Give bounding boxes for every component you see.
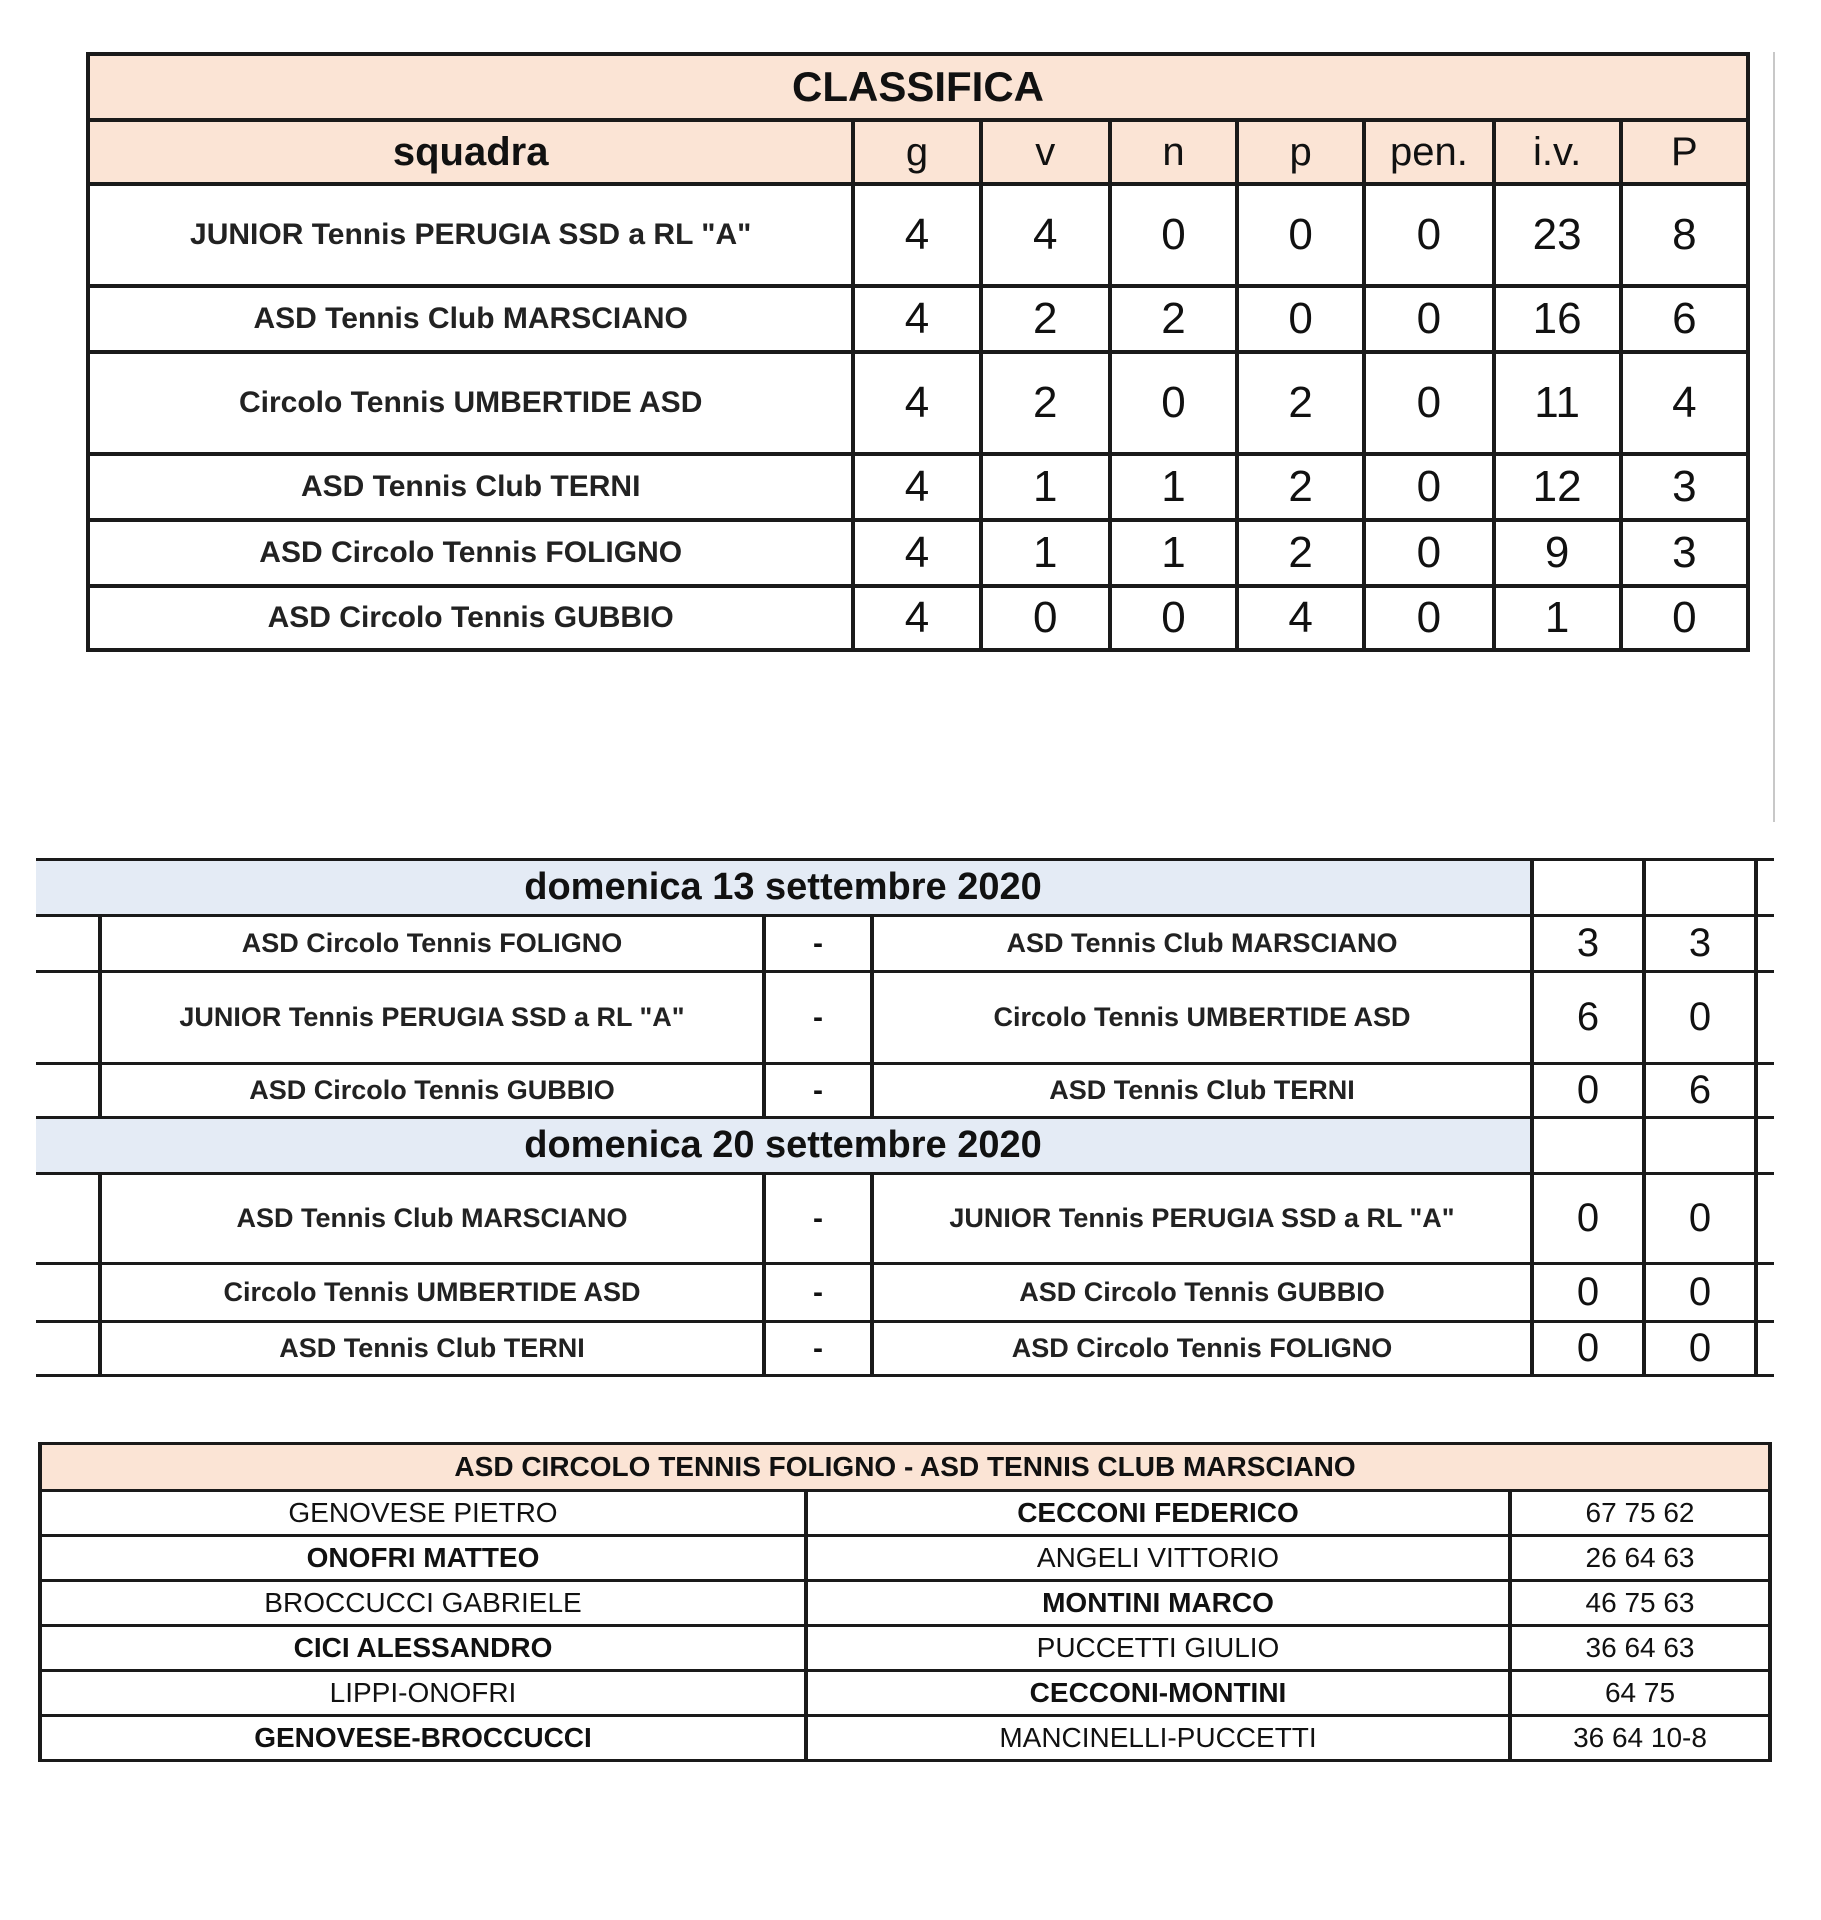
table-row bbox=[40, 1491, 1770, 1536]
table-row bbox=[40, 1536, 1770, 1581]
vs-separator: - bbox=[764, 972, 872, 1064]
home-score: 3 bbox=[1532, 916, 1644, 972]
matches-won: 16 bbox=[1494, 286, 1621, 352]
home-score: 0 bbox=[1532, 1064, 1644, 1118]
fixtures-table bbox=[36, 858, 1774, 1377]
games: 4 bbox=[853, 184, 980, 286]
penalty: 0 bbox=[1364, 184, 1493, 286]
matchday-header bbox=[36, 1118, 1774, 1174]
vs-separator: - bbox=[764, 1064, 872, 1118]
wins: 2 bbox=[981, 352, 1110, 454]
header-n: n bbox=[1110, 120, 1237, 184]
home-team: ASD Circolo Tennis FOLIGNO bbox=[100, 916, 764, 972]
table-row bbox=[36, 1322, 1774, 1376]
table-row bbox=[40, 1671, 1770, 1716]
divider bbox=[1773, 52, 1775, 822]
games: 4 bbox=[853, 520, 980, 586]
wins: 4 bbox=[981, 184, 1110, 286]
team-name: JUNIOR Tennis PERUGIA SSD a RL "A" bbox=[88, 184, 853, 286]
header-pen: pen. bbox=[1364, 120, 1493, 184]
home-score: 6 bbox=[1532, 972, 1644, 1064]
gutter-cell bbox=[36, 1064, 100, 1118]
home-player: ONOFRI MATTEO bbox=[40, 1536, 806, 1581]
away-score: 0 bbox=[1644, 1264, 1756, 1322]
set-score: 36 64 63 bbox=[1510, 1626, 1770, 1671]
set-score: 67 75 62 bbox=[1510, 1491, 1770, 1536]
wins: 1 bbox=[981, 520, 1110, 586]
games: 4 bbox=[853, 586, 980, 650]
table-row bbox=[36, 1064, 1774, 1118]
gutter-cell bbox=[36, 1264, 100, 1322]
away-score: 0 bbox=[1644, 1322, 1756, 1376]
points: 4 bbox=[1621, 352, 1748, 454]
standings-title: CLASSIFICA bbox=[88, 54, 1748, 120]
match-detail-title: ASD CIRCOLO TENNIS FOLIGNO - ASD TENNIS CLUB MARSCIANO bbox=[40, 1444, 1770, 1491]
matches-won: 23 bbox=[1494, 184, 1621, 286]
home-player: LIPPI-ONOFRI bbox=[40, 1671, 806, 1716]
away-team: ASD Circolo Tennis GUBBIO bbox=[872, 1264, 1532, 1322]
points: 0 bbox=[1621, 586, 1748, 650]
header-p: p bbox=[1237, 120, 1364, 184]
losses: 0 bbox=[1237, 286, 1364, 352]
table-row bbox=[36, 1174, 1774, 1264]
away-score: 3 bbox=[1644, 916, 1756, 972]
penalty: 0 bbox=[1364, 520, 1493, 586]
away-team: Circolo Tennis UMBERTIDE ASD bbox=[872, 972, 1532, 1064]
home-team: ASD Circolo Tennis GUBBIO bbox=[100, 1064, 764, 1118]
away-team: ASD Circolo Tennis FOLIGNO bbox=[872, 1322, 1532, 1376]
losses: 2 bbox=[1237, 352, 1364, 454]
penalty: 0 bbox=[1364, 352, 1493, 454]
table-row bbox=[40, 1716, 1770, 1761]
team-name: ASD Circolo Tennis FOLIGNO bbox=[88, 520, 853, 586]
match-detail-table bbox=[38, 1442, 1772, 1762]
edge-cell bbox=[1756, 1118, 1774, 1174]
edge-cell bbox=[1756, 972, 1774, 1064]
away-player: ANGELI VITTORIO bbox=[806, 1536, 1510, 1581]
score-header-away bbox=[1644, 1118, 1756, 1174]
losses: 2 bbox=[1237, 454, 1364, 520]
gutter-cell bbox=[36, 972, 100, 1064]
team-name: ASD Tennis Club TERNI bbox=[88, 454, 853, 520]
score-header-home bbox=[1532, 1118, 1644, 1174]
matchday-header bbox=[36, 860, 1774, 916]
table-row bbox=[88, 286, 1748, 352]
penalty: 0 bbox=[1364, 454, 1493, 520]
matches-won: 11 bbox=[1494, 352, 1621, 454]
table-row bbox=[88, 454, 1748, 520]
away-team: JUNIOR Tennis PERUGIA SSD a RL "A" bbox=[872, 1174, 1532, 1264]
matches-won: 1 bbox=[1494, 586, 1621, 650]
matchday-date: domenica 20 settembre 2020 bbox=[36, 1118, 1532, 1174]
draws: 0 bbox=[1110, 352, 1237, 454]
points: 8 bbox=[1621, 184, 1748, 286]
team-name: ASD Tennis Club MARSCIANO bbox=[88, 286, 853, 352]
away-player: MONTINI MARCO bbox=[806, 1581, 1510, 1626]
wins: 0 bbox=[981, 586, 1110, 650]
home-score: 0 bbox=[1532, 1174, 1644, 1264]
team-name: ASD Circolo Tennis GUBBIO bbox=[88, 586, 853, 650]
away-score: 0 bbox=[1644, 972, 1756, 1064]
gutter-cell bbox=[36, 916, 100, 972]
matches-won: 12 bbox=[1494, 454, 1621, 520]
edge-cell bbox=[1756, 916, 1774, 972]
points: 3 bbox=[1621, 520, 1748, 586]
penalty: 0 bbox=[1364, 586, 1493, 650]
games: 4 bbox=[853, 454, 980, 520]
draws: 1 bbox=[1110, 520, 1237, 586]
draws: 1 bbox=[1110, 454, 1237, 520]
losses: 4 bbox=[1237, 586, 1364, 650]
home-score: 0 bbox=[1532, 1322, 1644, 1376]
losses: 2 bbox=[1237, 520, 1364, 586]
table-row bbox=[36, 972, 1774, 1064]
away-team: ASD Tennis Club TERNI bbox=[872, 1064, 1532, 1118]
home-team: ASD Tennis Club MARSCIANO bbox=[100, 1174, 764, 1264]
vs-separator: - bbox=[764, 1174, 872, 1264]
set-score: 36 64 10-8 bbox=[1510, 1716, 1770, 1761]
vs-separator: - bbox=[764, 916, 872, 972]
standings-table bbox=[86, 52, 1750, 652]
away-player: PUCCETTI GIULIO bbox=[806, 1626, 1510, 1671]
away-player: CECCONI FEDERICO bbox=[806, 1491, 1510, 1536]
vs-separator: - bbox=[764, 1264, 872, 1322]
losses: 0 bbox=[1237, 184, 1364, 286]
draws: 0 bbox=[1110, 586, 1237, 650]
table-row bbox=[40, 1581, 1770, 1626]
edge-cell bbox=[1756, 860, 1774, 916]
table-row bbox=[36, 916, 1774, 972]
set-score: 46 75 63 bbox=[1510, 1581, 1770, 1626]
standings-header-row bbox=[88, 120, 1748, 184]
team-name: Circolo Tennis UMBERTIDE ASD bbox=[88, 352, 853, 454]
points: 3 bbox=[1621, 454, 1748, 520]
penalty: 0 bbox=[1364, 286, 1493, 352]
away-team: ASD Tennis Club MARSCIANO bbox=[872, 916, 1532, 972]
home-score: 0 bbox=[1532, 1264, 1644, 1322]
home-player: CICI ALESSANDRO bbox=[40, 1626, 806, 1671]
games: 4 bbox=[853, 286, 980, 352]
draws: 0 bbox=[1110, 184, 1237, 286]
matches-won: 9 bbox=[1494, 520, 1621, 586]
header-g: g bbox=[853, 120, 980, 184]
home-player: GENOVESE PIETRO bbox=[40, 1491, 806, 1536]
games: 4 bbox=[853, 352, 980, 454]
set-score: 64 75 bbox=[1510, 1671, 1770, 1716]
table-row bbox=[88, 520, 1748, 586]
wins: 2 bbox=[981, 286, 1110, 352]
edge-cell bbox=[1756, 1322, 1774, 1376]
draws: 2 bbox=[1110, 286, 1237, 352]
table-row bbox=[88, 586, 1748, 650]
edge-cell bbox=[1756, 1174, 1774, 1264]
edge-cell bbox=[1756, 1064, 1774, 1118]
home-team: Circolo Tennis UMBERTIDE ASD bbox=[100, 1264, 764, 1322]
matchday-date: domenica 13 settembre 2020 bbox=[36, 860, 1532, 916]
away-player: CECCONI-MONTINI bbox=[806, 1671, 1510, 1716]
table-row bbox=[40, 1626, 1770, 1671]
gutter-cell bbox=[36, 1322, 100, 1376]
home-team: ASD Tennis Club TERNI bbox=[100, 1322, 764, 1376]
score-header-away bbox=[1644, 860, 1756, 916]
vs-separator: - bbox=[764, 1322, 872, 1376]
set-score: 26 64 63 bbox=[1510, 1536, 1770, 1581]
points: 6 bbox=[1621, 286, 1748, 352]
header-iv: i.v. bbox=[1494, 120, 1621, 184]
edge-cell bbox=[1756, 1264, 1774, 1322]
gutter-cell bbox=[36, 1174, 100, 1264]
table-row bbox=[88, 184, 1748, 286]
wins: 1 bbox=[981, 454, 1110, 520]
away-score: 0 bbox=[1644, 1174, 1756, 1264]
home-player: BROCCUCCI GABRIELE bbox=[40, 1581, 806, 1626]
header-points: P bbox=[1621, 120, 1748, 184]
away-score: 6 bbox=[1644, 1064, 1756, 1118]
header-squadra: squadra bbox=[88, 120, 853, 184]
away-player: MANCINELLI-PUCCETTI bbox=[806, 1716, 1510, 1761]
home-team: JUNIOR Tennis PERUGIA SSD a RL "A" bbox=[100, 972, 764, 1064]
table-row bbox=[88, 352, 1748, 454]
score-header-home bbox=[1532, 860, 1644, 916]
home-player: GENOVESE-BROCCUCCI bbox=[40, 1716, 806, 1761]
header-v: v bbox=[981, 120, 1110, 184]
table-row bbox=[36, 1264, 1774, 1322]
